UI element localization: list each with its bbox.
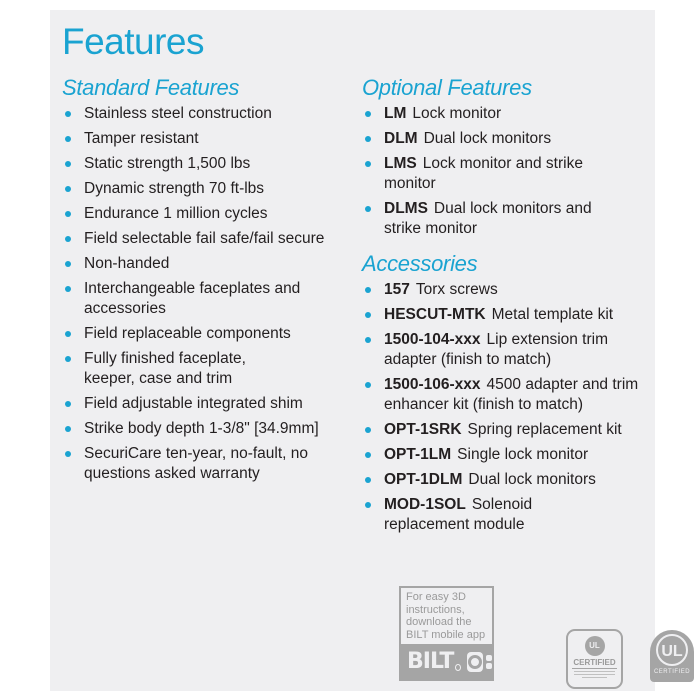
list-item: LM Lock monitor (362, 104, 652, 124)
standard-features-column (62, 74, 352, 489)
features-panel (50, 10, 691, 691)
list-item: Field adjustable integrated shim (62, 394, 352, 414)
list-item: DLMS Dual lock monitors and strike monitor (362, 199, 604, 239)
bullet-icon (65, 136, 71, 142)
list-item: Interchangeable faceplates and accessories (62, 279, 314, 319)
list-item: 157 Torx screws (362, 280, 652, 300)
optional-features-heading: Optional Features (362, 75, 532, 100)
list-item: 1500-104-xxx Lip extension trim adapter (finish to match) (362, 330, 634, 370)
env-fine-print (568, 671, 621, 678)
bilt-app-badge (399, 586, 494, 681)
list-item: Fully finished faceplate, keeper, case and trim (62, 349, 284, 389)
list-item: MOD-1SOL Solenoid replacement module (362, 495, 574, 535)
bullet-icon (365, 382, 371, 388)
bullet-icon (65, 426, 71, 432)
bilt-dot-icon (455, 664, 461, 671)
bullet-icon (365, 452, 371, 458)
page-title: Features (62, 21, 205, 62)
list-item: OPT-1DLM Dual lock monitors (362, 470, 652, 490)
optional-features-list (362, 104, 652, 239)
bullet-icon (365, 312, 371, 318)
ul-leaf-icon: UL (585, 636, 605, 656)
bullet-icon (365, 502, 371, 508)
ul-certified-label: CERTIFIED (653, 669, 691, 675)
bullet-icon (65, 261, 71, 267)
bullet-icon (65, 161, 71, 167)
list-item: 1500-106-xxx 4500 adapter and trim enhancer kit (finish to match) (362, 375, 654, 415)
ul-certified-badge (650, 630, 694, 682)
bullet-icon (65, 331, 71, 337)
list-item: Endurance 1 million cycles (62, 204, 352, 224)
bullet-icon (65, 211, 71, 217)
list-item: Stainless steel construction (62, 104, 352, 124)
list-item: Field replaceable components (62, 324, 352, 344)
bullet-icon (65, 111, 71, 117)
bilt-app-icon (467, 652, 483, 672)
bullet-icon (365, 206, 371, 212)
bullet-icon (65, 401, 71, 407)
play-store-icon (486, 663, 492, 669)
bullet-icon (365, 161, 371, 167)
env-certified-label: CERTIFIED (573, 658, 616, 667)
bullet-icon (365, 111, 371, 117)
bullet-icon (65, 286, 71, 292)
accessories-heading: Accessories (362, 251, 478, 276)
list-item: SecuriCare ten-year, no-fault, no questions asked warranty (62, 444, 329, 484)
bullet-icon (65, 451, 71, 457)
bullet-icon (65, 186, 71, 192)
standard-features-list (62, 104, 352, 484)
bullet-icon (365, 337, 371, 343)
bullet-icon (65, 236, 71, 242)
apple-icon (486, 655, 492, 661)
list-item: Non-handed (62, 254, 352, 274)
list-item: Strike body depth 1-3/8" [34.9mm] (62, 419, 352, 439)
app-store-icons (486, 655, 492, 669)
list-item: Field selectable fail safe/fail secure (62, 229, 352, 249)
standard-features-heading: Standard Features (62, 75, 240, 100)
list-item: LMS Lock monitor and strike monitor (362, 154, 584, 194)
bullet-icon (365, 287, 371, 293)
bilt-logo-bar (401, 644, 492, 679)
list-item: HESCUT-MTK Metal template kit (362, 305, 652, 325)
list-item: Dynamic strength 70 ft-lbs (62, 179, 352, 199)
bullet-icon (365, 477, 371, 483)
list-item: Static strength 1,500 lbs (62, 154, 352, 174)
bilt-badge-text: For easy 3D instructions, download the BILT mobile app (406, 591, 486, 641)
optional-features-column (362, 74, 652, 540)
ul-logo-icon: UL (656, 634, 688, 666)
accessories-list (362, 280, 652, 535)
bullet-icon (365, 136, 371, 142)
list-item: OPT-1LM Single lock monitor (362, 445, 652, 465)
list-item: DLM Dual lock monitors (362, 129, 652, 149)
bilt-logo: BILT (407, 649, 454, 674)
bullet-icon (365, 427, 371, 433)
list-item: OPT-1SRK Spring replacement kit (362, 420, 652, 440)
bullet-icon (65, 356, 71, 362)
ul-environment-certified-badge (566, 629, 623, 689)
list-item: Tamper resistant (62, 129, 352, 149)
